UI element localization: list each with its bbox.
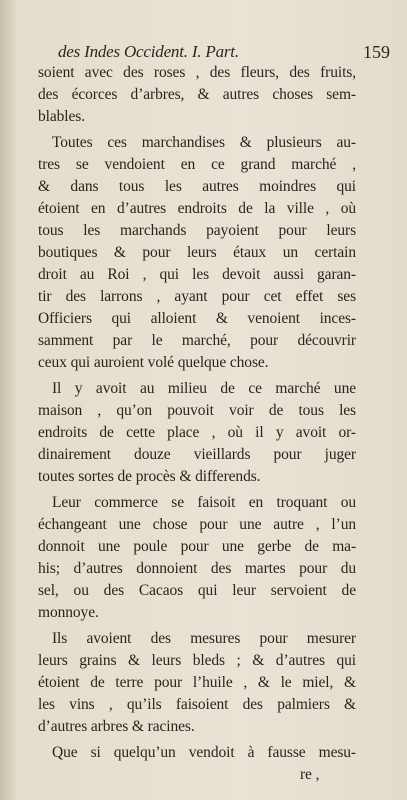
text-line: tir des larrons , ayant pour cet effet ses: [38, 288, 356, 305]
page-number: 159: [363, 42, 390, 62]
text-line: des écorces d’arbres, & autres choses sem-: [38, 86, 356, 103]
running-title: des Indes Occident. I. Part.: [58, 42, 239, 61]
catchword: re ,: [300, 766, 320, 783]
text-line: dinairement douze vieillards pour juger: [38, 446, 356, 463]
text-line: tous les marchands payoient pour leurs: [38, 222, 356, 239]
paragraph-first-line: Leur commerce se faisoit en troquant ou: [52, 494, 356, 511]
text-line: ceux qui auroient volé quelque chose.: [38, 354, 269, 371]
text-line: maison , qu’on pouvoit voir de tous les: [38, 402, 356, 419]
text-line: étoient en d’autres endroits de la ville , où: [38, 200, 356, 217]
text-line: leurs grains & leurs bleds ; & d’autres qui: [38, 652, 356, 669]
text-line: samment par le marché, pour découvrir: [38, 332, 356, 349]
text-line: étoient de terre pour l’huile , & le miel, &: [38, 674, 356, 691]
text-line: donnoit une poule pour une gerbe de ma-: [38, 538, 356, 555]
paragraph-first-line: Toutes ces marchandises & plusieurs au-: [52, 134, 356, 151]
text-line: droit au Roi , qui les devoit aussi garan-: [38, 266, 356, 283]
text-line: Officiers qui alloient & venoient inces-: [38, 310, 356, 327]
text-line: endroits de cette place , où il y avoit or-: [38, 424, 356, 441]
paragraph-first-line: Ils avoient des mesures pour mesurer: [52, 630, 356, 647]
text-line: tres se vendoient en ce grand marché ,: [38, 156, 356, 173]
paragraph-first-line: Que si quelqu’un vendoit à fausse mesu-: [52, 744, 356, 761]
text-line: soient avec des roses , des fleurs, des fruits,: [38, 64, 356, 81]
running-header: [58, 42, 390, 64]
paragraph-first-line: Il y avoit au milieu de ce marché une: [52, 380, 356, 397]
text-line: toutes sortes de procès & differends.: [38, 468, 261, 485]
text-line: blables.: [38, 108, 85, 125]
text-line: les vins , qu’ils faisoient des palmiers &: [38, 696, 356, 713]
text-line: échangeant une chose pour une autre , l’un: [38, 516, 356, 533]
text-line: boutiques & pour leurs étaux un certain: [38, 244, 356, 261]
text-line: his; d’autres donnoient des martes pour du: [38, 560, 356, 577]
text-line: & dans tous les autres moindres qui: [38, 178, 356, 195]
text-line: monnoye.: [38, 604, 99, 621]
text-line: sel, ou des Cacaos qui leur servoient de: [38, 582, 356, 599]
text-line: d’autres arbres & racines.: [38, 718, 195, 735]
